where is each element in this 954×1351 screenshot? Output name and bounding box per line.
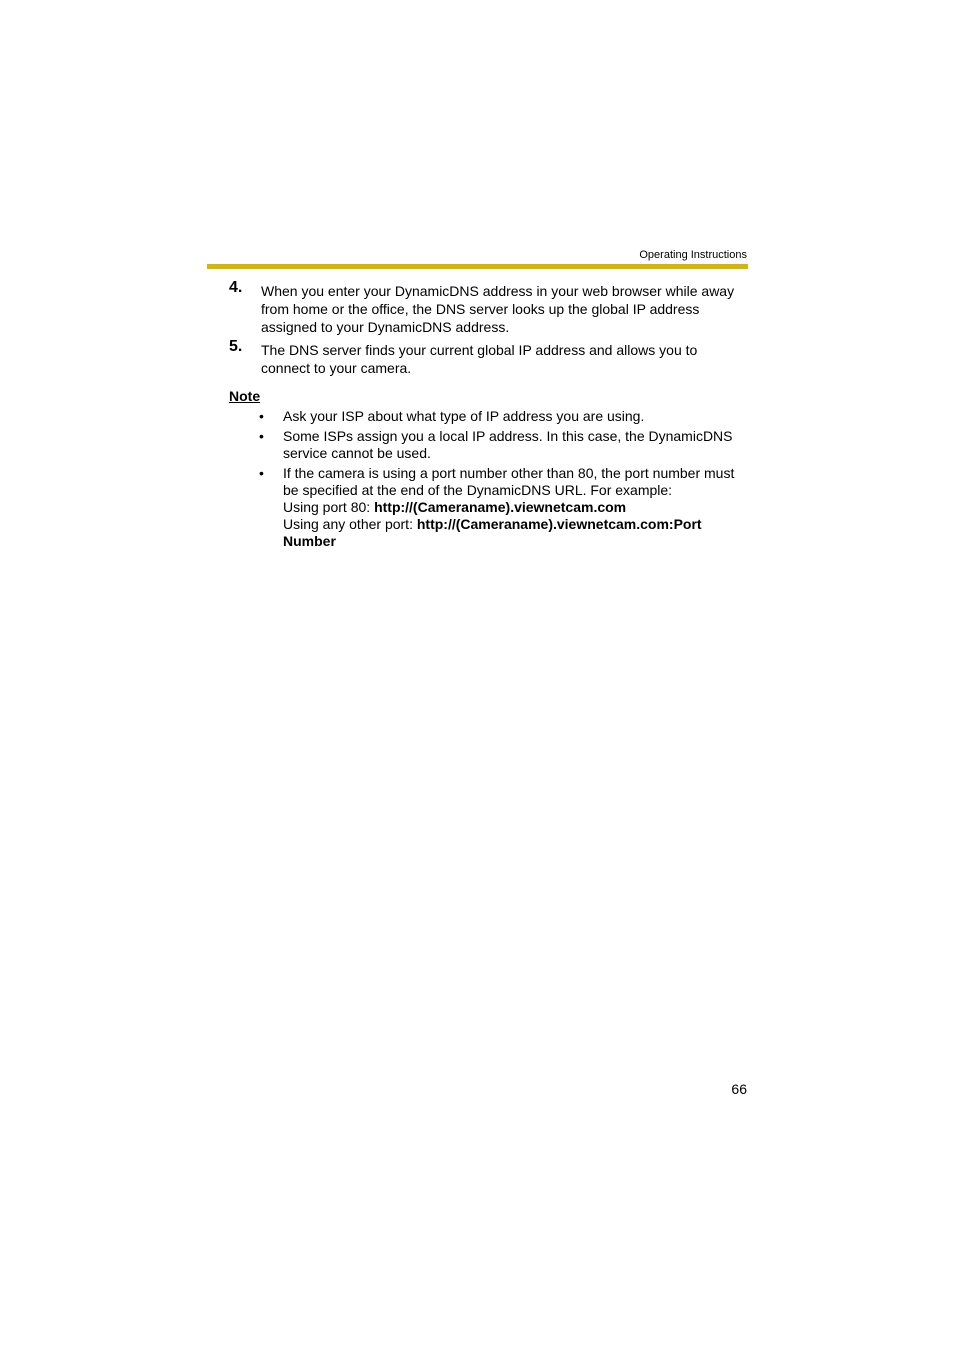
note-item-text: Ask your ISP about what type of IP address you are using. bbox=[283, 408, 645, 424]
note-item bbox=[259, 428, 749, 462]
header-rule bbox=[207, 264, 748, 269]
note-item bbox=[259, 465, 749, 550]
example-label: Using any other port: bbox=[283, 516, 417, 532]
bullet-icon: • bbox=[259, 465, 264, 481]
note-list bbox=[259, 408, 749, 553]
bullet-icon: • bbox=[259, 428, 264, 444]
step-number: 5. bbox=[229, 338, 243, 355]
example-port-80 bbox=[283, 499, 749, 516]
page-number: 66 bbox=[731, 1081, 747, 1097]
note-heading: Note bbox=[229, 388, 261, 404]
bullet-icon: • bbox=[259, 408, 264, 424]
header-title: Operating Instructions bbox=[639, 249, 747, 261]
example-url: http://(Cameraname).viewnetcam.com:Port Number bbox=[283, 516, 702, 549]
step-text: The DNS server finds your current global IP address and allows you to connect to your camera. bbox=[261, 342, 698, 376]
note-item-text: If the camera is using a port number other than 80, the port number must be specified at the end of the DynamicDNS URL. For example: bbox=[283, 465, 735, 498]
step-number: 4. bbox=[229, 279, 243, 296]
note-item-text: Some ISPs assign you a local IP address. In this case, the DynamicDNS service cannot be used. bbox=[283, 428, 733, 461]
step-text: When you enter your DynamicDNS address in your web browser while away from home or the office, the DNS server looks up the global IP address assigned to your DynamicDNS address. bbox=[261, 283, 735, 335]
step-5 bbox=[229, 338, 748, 377]
note-item bbox=[259, 408, 749, 425]
step-4 bbox=[229, 279, 748, 336]
example-other-port bbox=[283, 516, 749, 550]
example-label: Using port 80: bbox=[283, 499, 375, 515]
example-url: http://(Cameraname).viewnetcam.com bbox=[374, 499, 627, 515]
